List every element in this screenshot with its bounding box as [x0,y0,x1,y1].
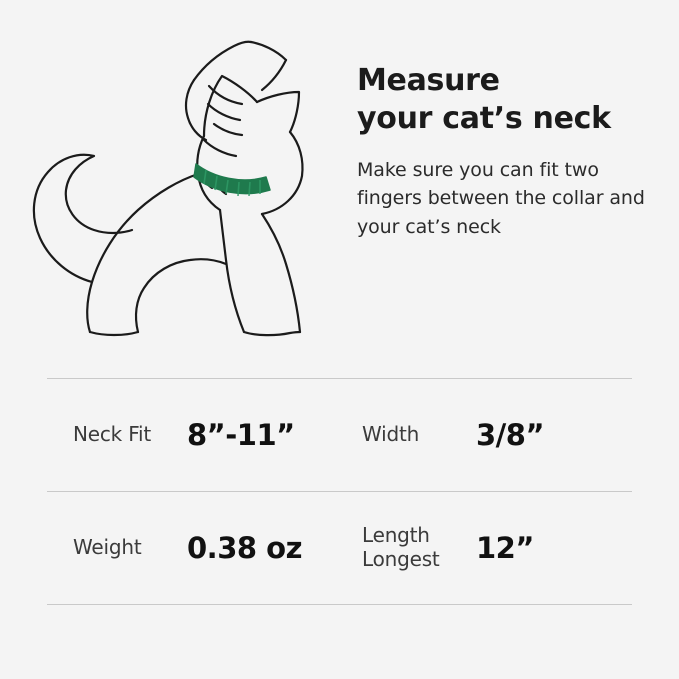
spec-cell-weight [47,531,362,565]
spec-table [47,378,632,605]
spec-label-weight: Weight [73,535,142,560]
table-row [47,379,632,491]
spec-label-length-line-2: Longest [362,547,440,571]
instruction-text: Make sure you can fit two fingers between the collar and your cat’s neck [357,158,645,239]
spec-value-neck-fit: 8”-11” [187,418,295,452]
headline-line-1: Measure [357,63,500,98]
spec-label-width: Width [362,422,420,447]
spec-cell-neck-fit [47,418,362,452]
spec-cell-width [362,418,632,452]
cat-with-collar-and-hand-illustration [8,20,348,360]
spec-value-width: 3/8” [476,418,545,452]
headline-line-2: your cat’s neck [357,100,611,136]
spec-value-weight: 0.38 oz [187,531,302,565]
spec-value-length: 12” [476,531,534,565]
spec-label-length [362,524,472,571]
divider-bottom [47,604,632,605]
spec-label-length-line-1: Length [362,523,430,548]
page-title [357,62,657,138]
table-row [47,492,632,604]
copy-block [357,62,657,242]
spec-label-neck-fit: Neck Fit [73,422,152,447]
spec-cell-length [362,524,632,571]
